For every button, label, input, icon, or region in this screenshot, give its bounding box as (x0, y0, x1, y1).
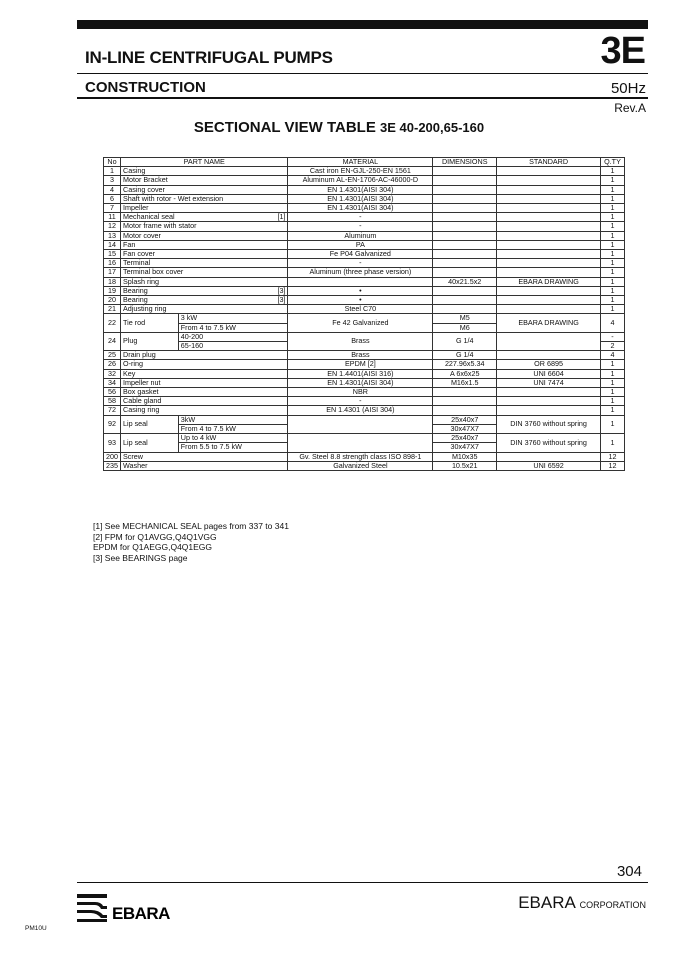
cell-part-name: Cable gland (121, 397, 288, 406)
cell-part-name: Plug (121, 332, 179, 350)
cell-no: 15 (104, 250, 121, 259)
page-title: IN-LINE CENTRIFUGAL PUMPS (85, 48, 333, 67)
cell-part-name: Adjusting ring (121, 305, 288, 314)
cell-material: Galvanized Steel (288, 461, 433, 470)
cell-part-name: Fan (121, 240, 288, 249)
cell-variant: 40-200 (178, 332, 288, 341)
cell-variant: 3kW (178, 415, 288, 424)
cell-standard: UNI 7474 (497, 378, 601, 387)
revision-label: Rev.A (614, 101, 646, 115)
cell-qty: 1 (600, 222, 624, 231)
cell-material: EN 1.4301 (AISI 304) (288, 406, 433, 415)
cell-dimensions (433, 231, 497, 240)
cell-variant: From 4 to 7.5 kW (178, 424, 288, 433)
cell-standard (497, 240, 601, 249)
cell-qty: 12 (600, 452, 624, 461)
cell-qty: 1 (600, 360, 624, 369)
cell-no: 13 (104, 231, 121, 240)
cell-dimensions: 25x40x7 (433, 415, 497, 424)
cell-qty: 1 (600, 167, 624, 176)
footnote: EPDM for Q1AEGG,Q4Q1EGG (93, 542, 213, 553)
table-row (104, 452, 625, 461)
cell-material: EN 1.4301(AISI 304) (288, 378, 433, 387)
cell-standard (497, 213, 601, 222)
footnote: [3] See BEARINGS page (93, 552, 188, 563)
cell-part-name: Fan cover (121, 250, 288, 259)
cell-material: EN 1.4301(AISI 304) (288, 204, 433, 213)
cell-standard (497, 204, 601, 213)
cell-dimensions: M16x1.5 (433, 378, 497, 387)
cell-standard (497, 388, 601, 397)
cell-material: - (288, 259, 433, 268)
cell-qty: 12 (600, 461, 624, 470)
cell-no: 11 (104, 213, 121, 222)
divider (77, 882, 648, 883)
col-part-name: PART NAME (121, 158, 288, 167)
footnote: [1] See MECHANICAL SEAL pages from 337 to 341 (93, 521, 289, 531)
cell-qty: 1 (600, 415, 624, 433)
cell-standard (497, 194, 601, 203)
cell-variant: 3 kW (178, 314, 288, 323)
ebara-logo-text: EBARA (112, 904, 170, 923)
footnote: [2] FPM for Q1AVGG,Q4Q1VGG (93, 531, 217, 542)
cell-no: 21 (104, 305, 121, 314)
cell-qty: 1 (600, 231, 624, 240)
cell-dimensions: G 1/4 (433, 351, 497, 360)
cell-standard (497, 222, 601, 231)
footnotes (93, 521, 289, 563)
cell-material: Brass (288, 332, 433, 350)
cell-dimensions (433, 250, 497, 259)
cell-standard (497, 406, 601, 415)
cell-dimensions: 227.96x5.34 (433, 360, 497, 369)
cell-part-name: Mechanical seal [1] (121, 213, 288, 222)
ebara-logo (77, 889, 197, 923)
page-number: 304 (616, 863, 642, 880)
cell-material: Aluminum AL-EN-1706-AC-46000-D (288, 176, 433, 185)
cell-dimensions (433, 406, 497, 415)
cell-material: - (288, 222, 433, 231)
cell-material: Gv. Steel 8.8 strength class ISO 898-1 (288, 452, 433, 461)
divider (77, 97, 648, 99)
cell-dimensions: M10x35 (433, 452, 497, 461)
cell-no: 1 (104, 167, 121, 176)
cell-part-name: Washer (121, 461, 288, 470)
frequency-label: 50Hz (610, 80, 646, 97)
cell-standard (497, 286, 601, 295)
cell-material: • (288, 286, 433, 295)
cell-variant: Up to 4 kW (178, 434, 288, 443)
cell-no: 235 (104, 461, 121, 470)
cell-variant: 65-160 (178, 342, 288, 351)
cell-part-name: Shaft with rotor - Wet extension (121, 194, 288, 203)
cell-standard (497, 231, 601, 240)
col-qty: Q.TY (600, 158, 624, 167)
table-row (104, 314, 625, 323)
cell-standard (497, 259, 601, 268)
cell-part-name: Casing cover (121, 185, 288, 194)
cell-material: EN 1.4301(AISI 304) (288, 194, 433, 203)
cell-part-name: Casing (121, 167, 288, 176)
parts-table (103, 157, 625, 471)
cell-material (288, 415, 433, 433)
cell-no: 3 (104, 176, 121, 185)
cell-qty: 1 (600, 240, 624, 249)
top-bar (77, 20, 648, 29)
cell-part-name: Drain plug (121, 351, 288, 360)
table-row (104, 369, 625, 378)
cell-dimensions (433, 194, 497, 203)
cell-dimensions: 30x47X7 (433, 424, 497, 433)
cell-part-name: Bearing [3] (121, 286, 288, 295)
cell-no: 4 (104, 185, 121, 194)
cell-part-name: Screw (121, 452, 288, 461)
cell-qty: 1 (600, 204, 624, 213)
cell-part-name: Casing ring (121, 406, 288, 415)
cell-dimensions (433, 176, 497, 185)
cell-qty: 1 (600, 305, 624, 314)
cell-material: Fe P04 Galvanized (288, 250, 433, 259)
cell-standard (497, 176, 601, 185)
cell-part-name: Bearing [3] (121, 296, 288, 305)
document-code: PM10U (25, 925, 47, 932)
cell-no: 19 (104, 286, 121, 295)
cell-dimensions: G 1/4 (433, 332, 497, 350)
cell-material: PA (288, 240, 433, 249)
col-no: No (104, 158, 121, 167)
cell-no: 18 (104, 277, 121, 286)
divider (77, 73, 648, 74)
cell-dimensions: 40x21.5x2 (433, 277, 497, 286)
cell-qty: 1 (600, 185, 624, 194)
cell-qty: - (600, 332, 624, 341)
cell-no: 56 (104, 388, 121, 397)
cell-standard (497, 452, 601, 461)
cell-dimensions (433, 185, 497, 194)
cell-part-name: Key (121, 369, 288, 378)
cell-part-name: Lip seal (121, 415, 179, 433)
cell-material (288, 434, 433, 452)
table-row (104, 176, 625, 185)
cell-dimensions: M5 (433, 314, 497, 323)
cell-qty: 1 (600, 378, 624, 387)
model-code: 3E (600, 30, 645, 72)
cell-material: NBR (288, 388, 433, 397)
cell-no: 72 (104, 406, 121, 415)
cell-no: 200 (104, 452, 121, 461)
cell-standard: UNI 6592 (497, 461, 601, 470)
cell-qty: 4 (600, 314, 624, 332)
cell-no: 17 (104, 268, 121, 277)
cell-material: • (288, 296, 433, 305)
cell-qty: 1 (600, 286, 624, 295)
cell-no: 24 (104, 332, 121, 350)
cell-standard (497, 185, 601, 194)
cell-standard: UNI 6604 (497, 369, 601, 378)
cell-variant: From 5.5 to 7.5 kW (178, 443, 288, 452)
cell-qty: 1 (600, 250, 624, 259)
cell-material: - (288, 397, 433, 406)
cell-standard (497, 332, 601, 350)
cell-standard: EBARA DRAWING (497, 314, 601, 332)
cell-qty: 1 (600, 397, 624, 406)
cell-no: 20 (104, 296, 121, 305)
cell-dimensions (433, 268, 497, 277)
cell-no: 92 (104, 415, 121, 433)
cell-material: EPDM [2] (288, 360, 433, 369)
cell-qty: 1 (600, 277, 624, 286)
cell-material: Brass (288, 351, 433, 360)
cell-dimensions (433, 286, 497, 295)
table-row (104, 222, 625, 231)
cell-dimensions: M6 (433, 323, 497, 332)
table-row (104, 406, 625, 415)
cell-standard (497, 268, 601, 277)
cell-qty: 1 (600, 388, 624, 397)
cell-variant: From 4 to 7.5 kW (178, 323, 288, 332)
cell-material: Cast iron EN-GJL-250-EN 1561 (288, 167, 433, 176)
cell-no: 22 (104, 314, 121, 332)
cell-qty: 1 (600, 406, 624, 415)
cell-standard: OR 6895 (497, 360, 601, 369)
table-row (104, 415, 625, 424)
cell-standard (497, 397, 601, 406)
cell-part-name: Terminal (121, 259, 288, 268)
cell-material: Aluminum (288, 231, 433, 240)
cell-material: EN 1.4401(AISI 316) (288, 369, 433, 378)
col-dimensions: DIMENSIONS (433, 158, 497, 167)
cell-no: 34 (104, 378, 121, 387)
cell-part-name: Tie rod (121, 314, 179, 332)
col-standard: STANDARD (497, 158, 601, 167)
cell-standard (497, 296, 601, 305)
col-material: MATERIAL (288, 158, 433, 167)
cell-dimensions: A 6x6x25 (433, 369, 497, 378)
table-row (104, 204, 625, 213)
table-title-sub: 3E 40-200,65-160 (380, 120, 485, 135)
cell-qty: 1 (600, 194, 624, 203)
cell-dimensions (433, 388, 497, 397)
cell-dimensions (433, 240, 497, 249)
cell-dimensions (433, 222, 497, 231)
cell-qty: 1 (600, 296, 624, 305)
cell-dimensions: 30x47X7 (433, 443, 497, 452)
cell-dimensions (433, 259, 497, 268)
cell-part-name: Motor Bracket (121, 176, 288, 185)
corporation-name: EBARA CORPORATION (518, 893, 646, 912)
ebara-logo-mark (77, 894, 107, 922)
cell-material: Aluminum (three phase version) (288, 268, 433, 277)
table-title (0, 119, 678, 136)
cell-part-name: O-ring (121, 360, 288, 369)
cell-standard (497, 305, 601, 314)
cell-material: EN 1.4301(AISI 304) (288, 185, 433, 194)
cell-part-name: Terminal box cover (121, 268, 288, 277)
cell-qty: 4 (600, 351, 624, 360)
cell-no: 26 (104, 360, 121, 369)
cell-no: 6 (104, 194, 121, 203)
table-row (104, 286, 625, 295)
table-row (104, 461, 625, 470)
table-row (104, 277, 625, 286)
table-row (104, 388, 625, 397)
cell-qty: 1 (600, 434, 624, 452)
cell-dimensions (433, 397, 497, 406)
cell-material: - (288, 213, 433, 222)
cell-no: 16 (104, 259, 121, 268)
cell-qty: 1 (600, 176, 624, 185)
cell-standard (497, 167, 601, 176)
cell-dimensions (433, 296, 497, 305)
cell-standard: DIN 3760 without spring (497, 415, 601, 433)
cell-qty: 2 (600, 342, 624, 351)
table-row (104, 360, 625, 369)
cell-dimensions (433, 213, 497, 222)
cell-part-name: Impeller (121, 204, 288, 213)
cell-qty: 1 (600, 268, 624, 277)
cell-dimensions (433, 204, 497, 213)
table-row (104, 268, 625, 277)
cell-part-name: Box gasket (121, 388, 288, 397)
cell-no: 14 (104, 240, 121, 249)
cell-standard: EBARA DRAWING (497, 277, 601, 286)
cell-qty: 1 (600, 213, 624, 222)
table-title-main: SECTIONAL VIEW TABLE (193, 119, 376, 136)
section-heading: CONSTRUCTION (85, 79, 206, 96)
cell-part-name: Lip seal (121, 434, 179, 452)
cell-material (288, 277, 433, 286)
cell-part-name: Impeller nut (121, 378, 288, 387)
cell-part-name: Motor cover (121, 231, 288, 240)
cell-standard (497, 250, 601, 259)
cell-no: 25 (104, 351, 121, 360)
cell-dimensions (433, 167, 497, 176)
cell-dimensions: 25x40x7 (433, 434, 497, 443)
cell-material: Fe 42 Galvanized (288, 314, 433, 332)
cell-standard: DIN 3760 without spring (497, 434, 601, 452)
cell-qty: 1 (600, 369, 624, 378)
cell-part-name: Motor frame with stator (121, 222, 288, 231)
cell-material: Steel C70 (288, 305, 433, 314)
cell-qty: 1 (600, 259, 624, 268)
cell-no: 32 (104, 369, 121, 378)
cell-dimensions: 10.5x21 (433, 461, 497, 470)
cell-no: 7 (104, 204, 121, 213)
table-row (104, 250, 625, 259)
table-row (104, 231, 625, 240)
cell-no: 12 (104, 222, 121, 231)
cell-part-name: Splash ring (121, 277, 288, 286)
cell-no: 93 (104, 434, 121, 452)
cell-no: 58 (104, 397, 121, 406)
